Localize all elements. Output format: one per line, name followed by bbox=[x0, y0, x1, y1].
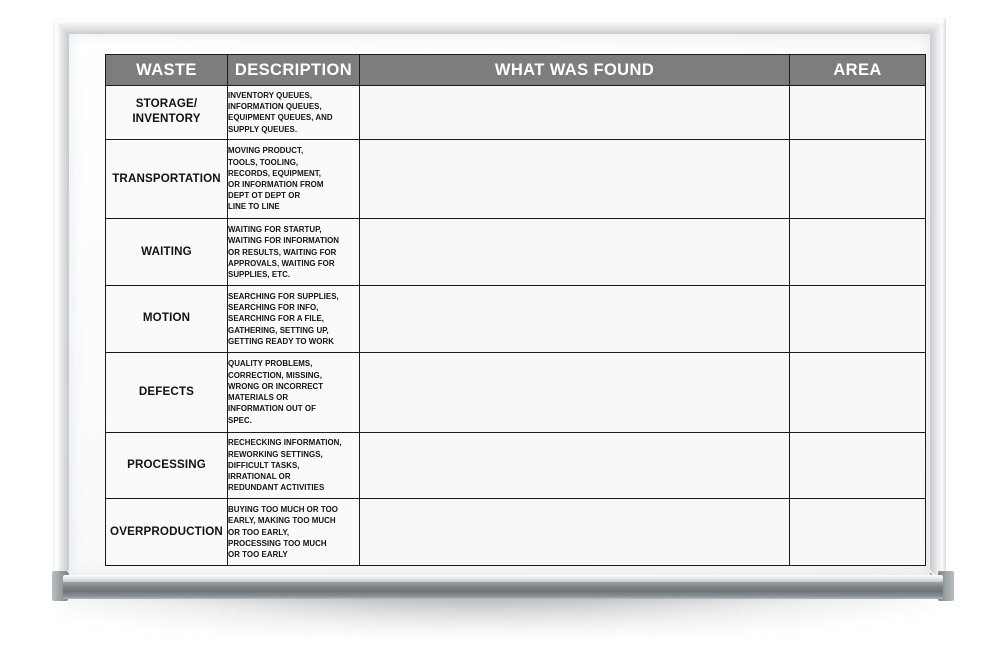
description-line: SUPPLY QUEUES. bbox=[228, 124, 298, 134]
description-line: MATERIALS OR bbox=[228, 393, 289, 403]
waste-walk-table bbox=[105, 54, 926, 566]
marker-tray-ledge bbox=[63, 575, 943, 582]
description-line: SEARCHING FOR INFO, bbox=[228, 303, 319, 313]
what-was-found-cell[interactable] bbox=[360, 499, 790, 566]
whiteboard bbox=[53, 18, 946, 588]
waste-type-cell bbox=[106, 352, 228, 432]
waste-description-cell bbox=[228, 219, 360, 286]
description-line: WAITING FOR INFORMATION bbox=[228, 236, 340, 246]
description-line: BUYING TOO MUCH OR TOO bbox=[228, 505, 338, 515]
waste-type-label: PROCESSING bbox=[127, 457, 206, 471]
description-line: RECHECKING INFORMATION, bbox=[228, 438, 342, 448]
waste-description-cell bbox=[228, 286, 360, 353]
waste-type-label: OVERPRODUCTION bbox=[110, 524, 223, 538]
header-row bbox=[106, 55, 926, 86]
description-line: WAITING FOR STARTUP, bbox=[228, 225, 322, 235]
column-header-waste: WASTE bbox=[106, 55, 228, 86]
description-line: RECORDS, EQUIPMENT, bbox=[228, 168, 322, 178]
column-header-area: AREA bbox=[790, 55, 926, 86]
area-cell[interactable] bbox=[790, 219, 926, 286]
area-cell[interactable] bbox=[790, 86, 926, 140]
area-cell[interactable] bbox=[790, 352, 926, 432]
description-line: SEARCHING FOR A FILE, bbox=[228, 314, 325, 324]
what-was-found-cell[interactable] bbox=[360, 219, 790, 286]
description-line: EQUIPMENT QUEUES, AND bbox=[228, 113, 333, 123]
description-line: APPROVALS, WAITING FOR bbox=[228, 258, 335, 268]
waste-type-label: DEFECTS bbox=[138, 384, 195, 398]
column-header-description: DESCRIPTION bbox=[228, 55, 360, 86]
description-line: GETTING READY TO WORK bbox=[228, 336, 334, 346]
waste-description-cell bbox=[228, 432, 360, 499]
description-line: INFORMATION OUT OF bbox=[228, 404, 316, 414]
description-line: OR INFORMATION FROM bbox=[228, 179, 324, 189]
waste-type-cell bbox=[106, 286, 228, 353]
table-row bbox=[106, 432, 926, 499]
table-row bbox=[106, 86, 926, 140]
waste-type-cell bbox=[106, 219, 228, 286]
waste-description-cell bbox=[228, 352, 360, 432]
marker-tray bbox=[63, 575, 943, 599]
waste-type-label: STORAGE/ bbox=[135, 97, 198, 111]
description-line: INVENTORY QUEUES, bbox=[228, 90, 313, 100]
description-line: GATHERING, SETTING UP, bbox=[228, 325, 329, 335]
description-line: OR TOO EARLY bbox=[228, 549, 288, 559]
waste-type-cell bbox=[106, 432, 228, 499]
description-line: MOVING PRODUCT, bbox=[228, 146, 304, 156]
description-line: OR TOO EARLY, bbox=[228, 527, 290, 537]
what-was-found-cell[interactable] bbox=[360, 432, 790, 499]
description-line: PROCESSING TOO MUCH bbox=[228, 538, 327, 548]
description-line: EARLY, MAKING TOO MUCH bbox=[228, 516, 336, 526]
table-header bbox=[106, 55, 926, 86]
waste-description-cell bbox=[228, 86, 360, 140]
waste-type-label: MOTION bbox=[142, 311, 191, 325]
waste-walk-grid-wrap bbox=[105, 54, 925, 566]
marker-tray-face bbox=[63, 582, 943, 599]
description-line: QUALITY PROBLEMS, bbox=[228, 359, 313, 369]
what-was-found-cell[interactable] bbox=[360, 139, 790, 219]
description-line: SPEC. bbox=[228, 415, 252, 425]
description-line: OR RESULTS, WAITING FOR bbox=[228, 247, 337, 257]
description-line: LINE TO LINE bbox=[228, 202, 280, 212]
table-row bbox=[106, 139, 926, 219]
waste-type-cell bbox=[106, 139, 228, 219]
description-line: WRONG OR INCORRECT bbox=[228, 381, 324, 391]
what-was-found-cell[interactable] bbox=[360, 86, 790, 140]
table-row bbox=[106, 286, 926, 353]
area-cell[interactable] bbox=[790, 139, 926, 219]
description-line: SUPPLIES, ETC. bbox=[228, 270, 291, 280]
column-header-what-was-found: WHAT WAS FOUND bbox=[360, 55, 790, 86]
whiteboard-writing-surface[interactable] bbox=[69, 34, 930, 577]
what-was-found-cell[interactable] bbox=[360, 286, 790, 353]
waste-type-cell bbox=[106, 86, 228, 140]
waste-type-label: WAITING bbox=[141, 244, 192, 258]
waste-type-cell bbox=[106, 499, 228, 566]
description-line: CORRECTION, MISSING, bbox=[228, 370, 322, 380]
waste-type-label: TRANSPORTATION bbox=[112, 171, 221, 185]
table-body bbox=[106, 86, 926, 566]
description-line: SEARCHING FOR SUPPLIES, bbox=[228, 291, 339, 301]
table-row bbox=[106, 499, 926, 566]
description-line: IRRATIONAL OR bbox=[228, 472, 291, 481]
table-row bbox=[106, 219, 926, 286]
description-line: INFORMATION QUEUES, bbox=[228, 102, 322, 112]
table-row bbox=[106, 352, 926, 432]
area-cell[interactable] bbox=[790, 286, 926, 353]
description-line: TOOLS, TOOLING, bbox=[228, 157, 299, 167]
description-line: DEPT OT DEPT OR bbox=[228, 191, 301, 201]
waste-description-cell bbox=[228, 499, 360, 566]
waste-type-label: INVENTORY bbox=[132, 112, 201, 126]
description-line: REDUNDANT ACTIVITIES bbox=[228, 483, 325, 493]
description-line: REWORKING SETTINGS, bbox=[228, 449, 323, 459]
area-cell[interactable] bbox=[790, 432, 926, 499]
description-line: DIFFICULT TASKS, bbox=[228, 460, 300, 470]
waste-description-cell bbox=[228, 139, 360, 219]
area-cell[interactable] bbox=[790, 499, 926, 566]
what-was-found-cell[interactable] bbox=[360, 352, 790, 432]
